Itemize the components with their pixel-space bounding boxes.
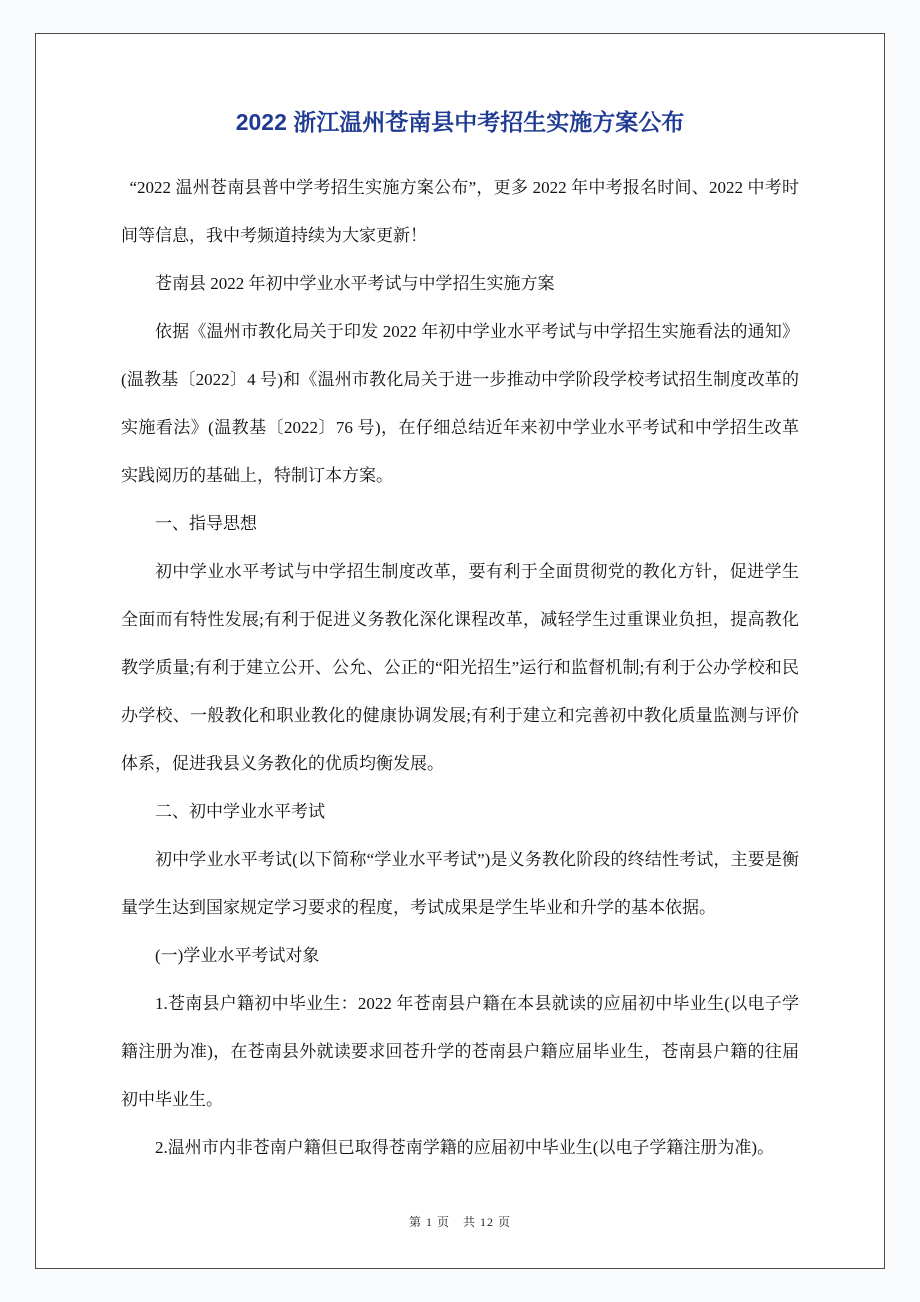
document-title: 2022 浙江温州苍南县中考招生实施方案公布: [235, 109, 685, 135]
subsection-heading: (一)学业水平考试对象: [155, 946, 320, 965]
document-page: [35, 33, 885, 1269]
paragraph: 初中学业水平考试(以下简称“学业水平考试”)是义务教化阶段的终结性考试，主要是衡量学生达到国家规定学习要求的程度，考试成果是学生毕业和升学的基本依据。: [121, 850, 799, 917]
section-heading: 二、初中学业水平考试: [155, 802, 325, 821]
document-body: [121, 164, 799, 1172]
paragraph: 1.苍南县户籍初中毕业生：2022 年苍南县户籍在本县就读的应届初中毕业生(以电子学籍注册为准)，在苍南县外就读要求回苍升学的苍南县户籍应届毕业生，苍南县户籍的往届初中毕业生。: [121, 994, 799, 1109]
paragraph: 初中学业水平考试与中学招生制度改革，要有利于全面贯彻党的教化方针，促进学生全面而有特性发展;有利于促进义务教化深化课程改革，减轻学生过重课业负担，提高教化教学质量;有利于建立公开、公允、公正的“阳光招生”运行和监督机制;有利于公办学校和民办学校、一般教化和职业教化的健康协调发展;有利于建立和完善初中教化质量监测与评价体系，促进我县义务教化的优质均衡发展。: [121, 562, 799, 773]
paragraph: “2022 温州苍南县普中学考招生实施方案公布”，更多 2022 年中考报名时间、2022 中考时间等信息，我中考频道持续为大家更新！: [121, 178, 799, 245]
paragraph: 依据《温州市教化局关于印发 2022 年初中学业水平考试与中学招生实施看法的通知》(温教基〔2022〕4 号)和《温州市教化局关于进一步推动中学阶段学校考试招生制度改革的实施看法》(温教基〔2022〕76 号)，在仔细总结近年来初中学业水平考试和中学招生改革实践阅历的基础上，特制订本方案。: [121, 322, 799, 485]
paragraph: 2.温州市内非苍南户籍但已取得苍南学籍的应届初中毕业生(以电子学籍注册为准)。: [155, 1138, 775, 1157]
page-number-footer: 第 1 页 共 12 页: [408, 1215, 511, 1229]
section-heading: 一、指导思想: [155, 514, 257, 533]
paragraph: 苍南县 2022 年初中学业水平考试与中学招生实施方案: [155, 274, 555, 293]
